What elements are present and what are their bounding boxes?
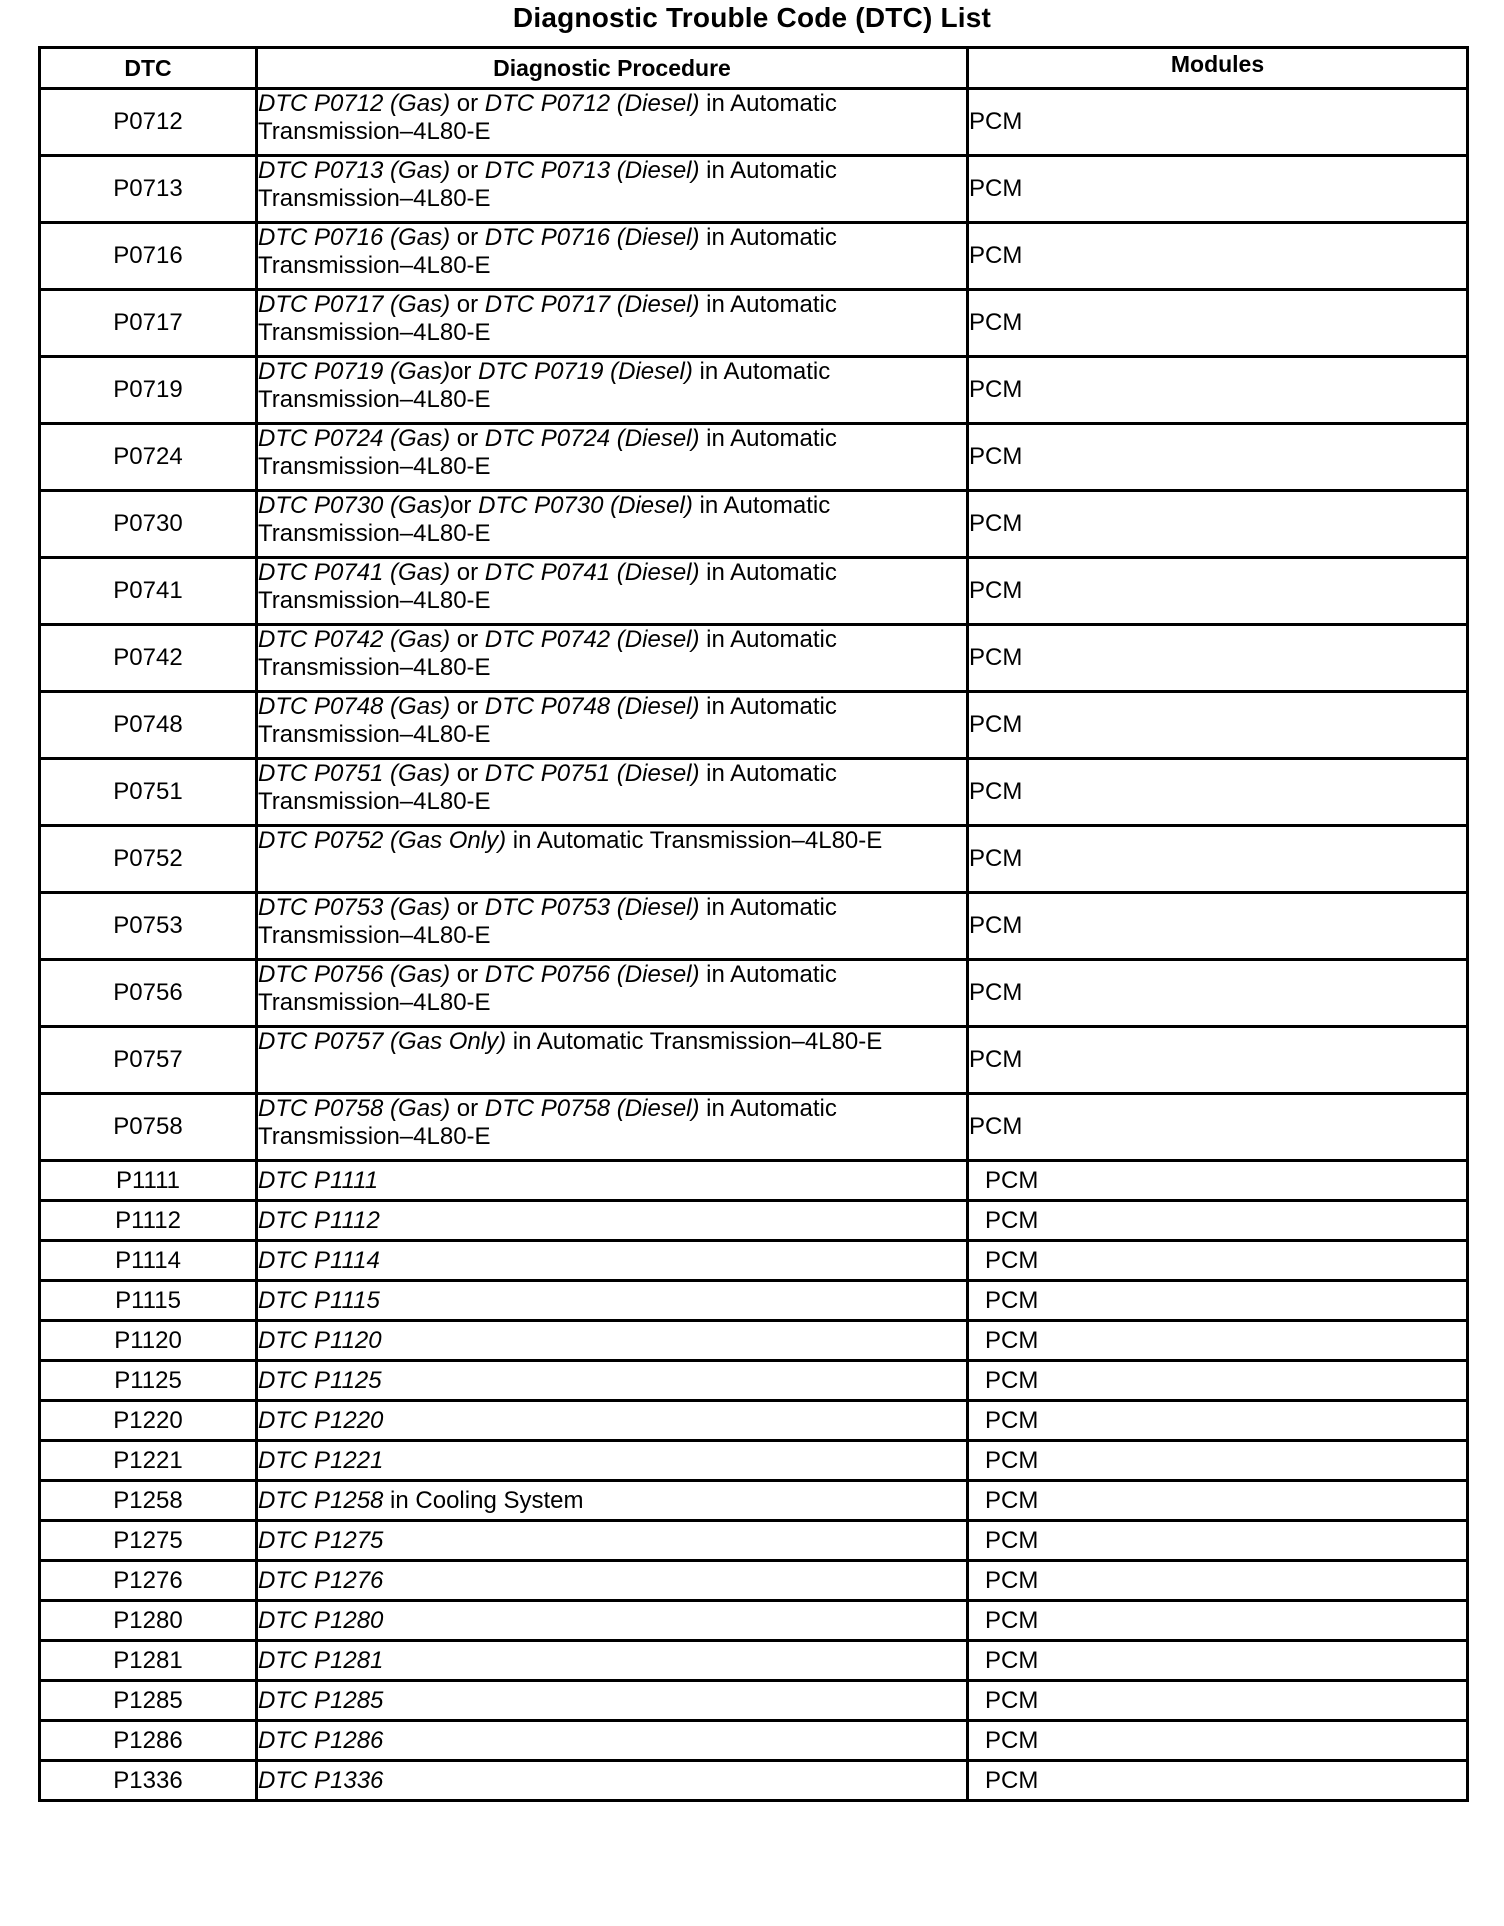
module-name: PCM bbox=[968, 1521, 1468, 1561]
procedure-location-line2: Transmission–4L80-E bbox=[258, 720, 491, 748]
procedure-location-line2: Transmission–4L80-E bbox=[258, 921, 491, 949]
procedure-link[interactable]: DTC P0712 (Gas) bbox=[258, 90, 451, 117]
table-row bbox=[40, 893, 1468, 960]
procedure-link[interactable]: DTC P1258 bbox=[258, 1486, 384, 1514]
module-name: PCM bbox=[968, 1481, 1468, 1521]
dtc-code: P0730 bbox=[40, 491, 257, 558]
dtc-code: P1286 bbox=[40, 1721, 257, 1761]
page-title: Diagnostic Trouble Code (DTC) List bbox=[512, 2, 992, 33]
dtc-code: P0752 bbox=[40, 826, 257, 893]
procedure-link[interactable]: DTC P0751 (Gas) bbox=[258, 760, 451, 787]
dtc-code: P1115 bbox=[40, 1281, 257, 1321]
diagnostic-procedure bbox=[257, 960, 968, 1027]
diagnostic-procedure bbox=[257, 156, 968, 223]
procedure-link-diesel[interactable]: DTC P0753 (Diesel) bbox=[484, 894, 700, 921]
module-name: PCM bbox=[968, 1761, 1468, 1801]
table-row bbox=[40, 1361, 1468, 1401]
procedure-link[interactable]: DTC P0758 (Gas) bbox=[258, 1095, 451, 1122]
dtc-code: P0741 bbox=[40, 558, 257, 625]
procedure-joiner: or bbox=[450, 693, 485, 720]
procedure-link[interactable]: DTC P0716 (Gas) bbox=[258, 224, 451, 251]
procedure-link[interactable]: DTC P1111 bbox=[258, 1166, 379, 1194]
procedure-location-line2: Transmission–4L80-E bbox=[258, 1122, 491, 1150]
procedure-joiner: or bbox=[450, 626, 485, 653]
procedure-joiner: or bbox=[450, 961, 485, 988]
table-row bbox=[40, 491, 1468, 558]
table-row bbox=[40, 156, 1468, 223]
dtc-code: P1221 bbox=[40, 1441, 257, 1481]
procedure-link[interactable]: DTC P1286 bbox=[258, 1726, 384, 1754]
procedure-link[interactable]: DTC P1120 bbox=[258, 1326, 382, 1354]
procedure-link[interactable]: DTC P0753 (Gas) bbox=[258, 894, 451, 921]
diagnostic-procedure bbox=[257, 1761, 968, 1801]
procedure-link[interactable]: DTC P0730 (Gas) bbox=[258, 492, 451, 519]
diagnostic-procedure bbox=[257, 491, 968, 558]
procedure-location: in Automatic bbox=[692, 358, 831, 385]
column-header-modules: Modules bbox=[968, 48, 1468, 89]
dtc-code: P1220 bbox=[40, 1401, 257, 1441]
table-row bbox=[40, 1681, 1468, 1721]
dtc-code: P0724 bbox=[40, 424, 257, 491]
column-header-dtc: DTC bbox=[40, 48, 257, 89]
table-row bbox=[40, 1027, 1468, 1094]
module-name: PCM bbox=[968, 1161, 1468, 1201]
procedure-link[interactable]: DTC P0719 (Gas) bbox=[258, 358, 451, 385]
table-row bbox=[40, 1281, 1468, 1321]
procedure-joiner: or bbox=[450, 224, 485, 251]
procedure-link-diesel[interactable]: DTC P0748 (Diesel) bbox=[484, 693, 700, 720]
diagnostic-procedure bbox=[257, 1481, 968, 1521]
module-name: PCM bbox=[968, 960, 1468, 1027]
diagnostic-procedure bbox=[257, 1321, 968, 1361]
diagnostic-procedure bbox=[257, 1681, 968, 1721]
module-name: PCM bbox=[968, 625, 1468, 692]
table-row bbox=[40, 558, 1468, 625]
procedure-link-diesel[interactable]: DTC P0741 (Diesel) bbox=[484, 559, 700, 586]
dtc-code: P1276 bbox=[40, 1561, 257, 1601]
table-row bbox=[40, 1481, 1468, 1521]
diagnostic-procedure bbox=[257, 1361, 968, 1401]
procedure-link[interactable]: DTC P1221 bbox=[258, 1446, 384, 1474]
procedure-location: in Automatic bbox=[699, 894, 837, 921]
diagnostic-procedure bbox=[257, 1201, 968, 1241]
diagnostic-procedure bbox=[257, 1721, 968, 1761]
dtc-code: P1258 bbox=[40, 1481, 257, 1521]
procedure-location: in Automatic bbox=[699, 1095, 837, 1122]
diagnostic-procedure bbox=[257, 558, 968, 625]
diagnostic-procedure bbox=[257, 692, 968, 759]
dtc-code: P1285 bbox=[40, 1681, 257, 1721]
table-row bbox=[40, 89, 1468, 156]
dtc-code: P1281 bbox=[40, 1641, 257, 1681]
procedure-link[interactable]: DTC P0717 (Gas) bbox=[258, 291, 451, 318]
dtc-code: P1111 bbox=[40, 1161, 257, 1201]
diagnostic-procedure bbox=[257, 290, 968, 357]
module-name: PCM bbox=[968, 1601, 1468, 1641]
procedure-location: in Automatic bbox=[699, 760, 837, 787]
table-row bbox=[40, 1721, 1468, 1761]
procedure-location: in Automatic bbox=[699, 224, 837, 251]
procedure-link-diesel[interactable]: DTC P0713 (Diesel) bbox=[484, 157, 700, 184]
dtc-code: P0713 bbox=[40, 156, 257, 223]
procedure-link-diesel[interactable]: DTC P0717 (Diesel) bbox=[484, 291, 700, 318]
procedure-link[interactable]: DTC P1276 bbox=[258, 1566, 384, 1594]
procedure-joiner: or bbox=[450, 157, 485, 184]
table-row bbox=[40, 1521, 1468, 1561]
dtc-code: P0716 bbox=[40, 223, 257, 290]
dtc-code: P0758 bbox=[40, 1094, 257, 1161]
procedure-link[interactable]: DTC P1275 bbox=[258, 1526, 384, 1554]
diagnostic-procedure bbox=[257, 1094, 968, 1161]
procedure-location: in Automatic bbox=[692, 492, 831, 519]
procedure-location-line2: Transmission–4L80-E bbox=[258, 318, 491, 346]
diagnostic-procedure bbox=[257, 1641, 968, 1681]
diagnostic-procedure bbox=[257, 893, 968, 960]
table-row bbox=[40, 1094, 1468, 1161]
procedure-link[interactable]: DTC P1125 bbox=[258, 1366, 382, 1394]
table-row bbox=[40, 1161, 1468, 1201]
table-row bbox=[40, 1561, 1468, 1601]
dtc-code: P1275 bbox=[40, 1521, 257, 1561]
procedure-link[interactable]: DTC P0756 (Gas) bbox=[258, 961, 451, 988]
table-row bbox=[40, 357, 1468, 424]
diagnostic-procedure bbox=[257, 1521, 968, 1561]
table-row bbox=[40, 1601, 1468, 1641]
module-name: PCM bbox=[968, 759, 1468, 826]
module-name: PCM bbox=[968, 558, 1468, 625]
procedure-link[interactable]: DTC P0713 (Gas) bbox=[258, 157, 451, 184]
dtc-code: P0753 bbox=[40, 893, 257, 960]
dtc-code: P1112 bbox=[40, 1201, 257, 1241]
diagnostic-procedure bbox=[257, 1601, 968, 1641]
procedure-location-line2: Transmission–4L80-E bbox=[258, 184, 491, 212]
table-row bbox=[40, 692, 1468, 759]
table-row bbox=[40, 759, 1468, 826]
module-name: PCM bbox=[968, 1441, 1468, 1481]
procedure-link-diesel[interactable]: DTC P0742 (Diesel) bbox=[484, 626, 700, 653]
procedure-location-line2: Transmission–4L80-E bbox=[258, 988, 491, 1016]
dtc-code: P0742 bbox=[40, 625, 257, 692]
procedure-link-diesel[interactable]: DTC P0758 (Diesel) bbox=[484, 1095, 700, 1122]
procedure-location: in Automatic bbox=[699, 693, 837, 720]
procedure-location: in Automatic bbox=[699, 291, 837, 318]
module-name: PCM bbox=[968, 1401, 1468, 1441]
procedure-location: in Cooling System bbox=[383, 1486, 584, 1514]
procedure-location-line2: Transmission–4L80-E bbox=[258, 586, 491, 614]
procedure-location-line2: Transmission–4L80-E bbox=[258, 787, 491, 815]
module-name: PCM bbox=[968, 1641, 1468, 1681]
diagnostic-procedure bbox=[257, 625, 968, 692]
diagnostic-procedure bbox=[257, 759, 968, 826]
procedure-link[interactable]: DTC P1114 bbox=[258, 1246, 380, 1274]
procedure-link[interactable]: DTC P0748 (Gas) bbox=[258, 693, 451, 720]
table-row bbox=[40, 960, 1468, 1027]
module-name: PCM bbox=[968, 1321, 1468, 1361]
diagnostic-procedure bbox=[257, 1161, 968, 1201]
table-row bbox=[40, 1441, 1468, 1481]
module-name: PCM bbox=[968, 223, 1468, 290]
table-row bbox=[40, 1201, 1468, 1241]
procedure-link-diesel[interactable]: DTC P0756 (Diesel) bbox=[484, 961, 700, 988]
table-row bbox=[40, 625, 1468, 692]
procedure-link[interactable]: DTC P0752 (Gas Only) bbox=[258, 827, 507, 854]
procedure-joiner: or bbox=[450, 492, 479, 519]
procedure-joiner: or bbox=[450, 1095, 485, 1122]
procedure-location: in Automatic bbox=[699, 626, 837, 653]
procedure-link-diesel[interactable]: DTC P0719 (Diesel) bbox=[478, 358, 693, 385]
module-name: PCM bbox=[968, 491, 1468, 558]
procedure-location-line2: Transmission–4L80-E bbox=[258, 251, 491, 279]
diagnostic-procedure bbox=[257, 1241, 968, 1281]
module-name: PCM bbox=[968, 893, 1468, 960]
procedure-joiner: or bbox=[450, 760, 485, 787]
procedure-link-diesel[interactable]: DTC P0712 (Diesel) bbox=[484, 90, 700, 117]
procedure-link[interactable]: DTC P0741 (Gas) bbox=[258, 559, 451, 586]
dtc-code: P1114 bbox=[40, 1241, 257, 1281]
procedure-location-line2: Transmission–4L80-E bbox=[258, 117, 491, 145]
procedure-link-diesel[interactable]: DTC P0730 (Diesel) bbox=[478, 492, 693, 519]
dtc-code: P0757 bbox=[40, 1027, 257, 1094]
diagnostic-procedure bbox=[257, 1561, 968, 1601]
module-name: PCM bbox=[968, 424, 1468, 491]
table-row bbox=[40, 1401, 1468, 1441]
module-name: PCM bbox=[968, 1094, 1468, 1161]
diagnostic-procedure bbox=[257, 1401, 968, 1441]
table-row bbox=[40, 290, 1468, 357]
module-name: PCM bbox=[968, 1561, 1468, 1601]
module-name: PCM bbox=[968, 156, 1468, 223]
procedure-joiner: or bbox=[450, 425, 485, 452]
module-name: PCM bbox=[968, 826, 1468, 893]
module-name: PCM bbox=[968, 1201, 1468, 1241]
procedure-location-line2: Transmission–4L80-E bbox=[258, 519, 491, 547]
procedure-link[interactable]: DTC P1220 bbox=[258, 1406, 384, 1434]
table-row bbox=[40, 826, 1468, 893]
table-row bbox=[40, 1761, 1468, 1801]
diagnostic-procedure bbox=[257, 826, 968, 893]
dtc-code: P1125 bbox=[40, 1361, 257, 1401]
module-name: PCM bbox=[968, 1721, 1468, 1761]
module-name: PCM bbox=[968, 1361, 1468, 1401]
procedure-location-line2: Transmission–4L80-E bbox=[258, 385, 491, 413]
procedure-link[interactable]: DTC P1112 bbox=[258, 1206, 380, 1234]
module-name: PCM bbox=[968, 290, 1468, 357]
procedure-link[interactable]: DTC P1285 bbox=[258, 1686, 384, 1714]
diagnostic-procedure bbox=[257, 1281, 968, 1321]
procedure-joiner: or bbox=[450, 358, 479, 385]
table-row bbox=[40, 1241, 1468, 1281]
module-name: PCM bbox=[968, 1027, 1468, 1094]
diagnostic-procedure bbox=[257, 357, 968, 424]
dtc-code: P0751 bbox=[40, 759, 257, 826]
table-header-row bbox=[40, 48, 1468, 89]
procedure-location: in Automatic bbox=[699, 90, 837, 117]
dtc-code: P0756 bbox=[40, 960, 257, 1027]
procedure-link[interactable]: DTC P1336 bbox=[258, 1766, 384, 1794]
module-name: PCM bbox=[968, 89, 1468, 156]
procedure-location: in Automatic Transmission–4L80-E bbox=[506, 1028, 883, 1055]
procedure-link[interactable]: DTC P0742 (Gas) bbox=[258, 626, 451, 653]
procedure-location-line2: Transmission–4L80-E bbox=[258, 452, 491, 480]
module-name: PCM bbox=[968, 1241, 1468, 1281]
procedure-link-diesel[interactable]: DTC P0724 (Diesel) bbox=[484, 425, 700, 452]
module-name: PCM bbox=[968, 357, 1468, 424]
procedure-joiner: or bbox=[450, 291, 485, 318]
diagnostic-procedure bbox=[257, 1027, 968, 1094]
procedure-link[interactable]: DTC P0724 (Gas) bbox=[258, 425, 451, 452]
diagnostic-procedure bbox=[257, 424, 968, 491]
procedure-link-diesel[interactable]: DTC P0716 (Diesel) bbox=[484, 224, 700, 251]
procedure-location: in Automatic bbox=[699, 157, 837, 184]
diagnostic-procedure bbox=[257, 223, 968, 290]
procedure-link[interactable]: DTC P0757 (Gas Only) bbox=[258, 1028, 507, 1055]
procedure-link[interactable]: DTC P1280 bbox=[258, 1606, 384, 1634]
procedure-joiner: or bbox=[450, 559, 485, 586]
table-row bbox=[40, 1321, 1468, 1361]
dtc-code: P0712 bbox=[40, 89, 257, 156]
procedure-joiner: or bbox=[450, 90, 485, 117]
dtc-code: P0748 bbox=[40, 692, 257, 759]
dtc-table bbox=[38, 46, 1469, 1802]
diagnostic-procedure bbox=[257, 89, 968, 156]
module-name: PCM bbox=[968, 692, 1468, 759]
procedure-location: in Automatic bbox=[699, 425, 837, 452]
procedure-location: in Automatic bbox=[699, 961, 837, 988]
procedure-location-line2: Transmission–4L80-E bbox=[258, 653, 491, 681]
dtc-code: P1120 bbox=[40, 1321, 257, 1361]
table-row bbox=[40, 424, 1468, 491]
dtc-code: P1336 bbox=[40, 1761, 257, 1801]
procedure-location: in Automatic Transmission–4L80-E bbox=[506, 827, 883, 854]
module-name: PCM bbox=[968, 1681, 1468, 1721]
diagnostic-procedure bbox=[257, 1441, 968, 1481]
dtc-code: P1280 bbox=[40, 1601, 257, 1641]
table-row bbox=[40, 1641, 1468, 1681]
table-row bbox=[40, 223, 1468, 290]
column-header-procedure: Diagnostic Procedure bbox=[257, 48, 968, 89]
procedure-link[interactable]: DTC P1281 bbox=[258, 1646, 384, 1674]
dtc-code: P0717 bbox=[40, 290, 257, 357]
procedure-location: in Automatic bbox=[699, 559, 837, 586]
dtc-code: P0719 bbox=[40, 357, 257, 424]
procedure-link[interactable]: DTC P1115 bbox=[258, 1286, 380, 1314]
procedure-link-diesel[interactable]: DTC P0751 (Diesel) bbox=[484, 760, 700, 787]
module-name: PCM bbox=[968, 1281, 1468, 1321]
procedure-joiner: or bbox=[450, 894, 485, 921]
